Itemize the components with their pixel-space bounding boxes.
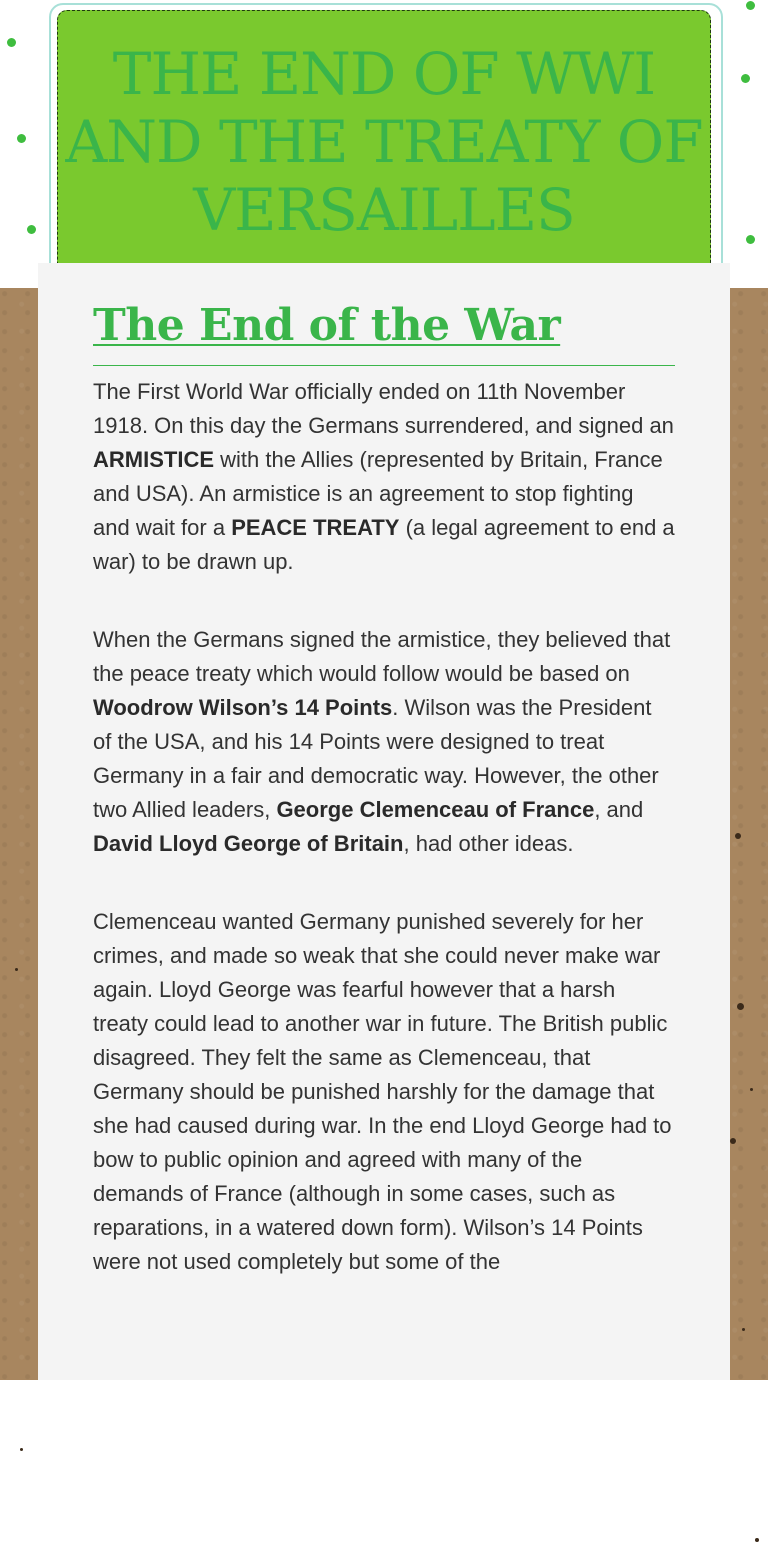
background-speck xyxy=(730,1138,736,1144)
section-heading: The End of the War xyxy=(93,300,561,351)
background-speck xyxy=(750,1088,753,1091)
bold-term: ARMISTICE xyxy=(93,447,214,472)
text: , had other ideas. xyxy=(403,831,574,856)
background-speck xyxy=(20,1448,23,1451)
decorative-dot xyxy=(741,74,750,83)
background-speck xyxy=(15,968,18,971)
paragraph-armistice xyxy=(93,375,675,579)
decorative-dot xyxy=(746,235,755,244)
heading-divider xyxy=(93,365,675,366)
background-speck xyxy=(735,833,741,839)
text: Clemenceau wanted Germany punished severely for her crimes, and made so weak that she could never make war again. Lloyd George was fearful however that a harsh treaty could lead to another war in future. The British public disagreed. They felt the same as Clemenceau, that Germany should be punished harshly for the damage that she had caused during war. In the end Lloyd George had to bow to public opinion and agreed with many of the demands of France (although in some cases, such as reparations, in a watered down form). Wilson’s 14 Points were not used completely but some of the xyxy=(93,909,672,1274)
text: The First World War officially ended on 11th November 1918. On this day the Germans surrendered, and signed an xyxy=(93,379,674,438)
text: , and xyxy=(594,797,644,822)
decorative-dot xyxy=(7,38,16,47)
page-title: THE END OF WWI AND THE TREATY OF VERSAILLES xyxy=(65,40,703,244)
text: (a legal agreement to end a war) to be drawn up. xyxy=(93,515,675,574)
background-speck xyxy=(737,1003,744,1010)
text: When the Germans signed the armistice, they believed that the peace treaty which would follow would be based on xyxy=(93,627,671,686)
paragraph-clemenceau xyxy=(93,905,675,1279)
decorative-dot xyxy=(746,1,755,10)
decorative-dot xyxy=(17,134,26,143)
paragraph-fourteen-points xyxy=(93,623,675,861)
background-speck xyxy=(755,1538,759,1542)
article-body xyxy=(93,375,675,1323)
bold-term: Woodrow Wilson’s 14 Points xyxy=(93,695,393,720)
bold-term: David Lloyd George of Britain xyxy=(93,831,404,856)
decorative-dot xyxy=(27,225,36,234)
bold-term: PEACE TREATY xyxy=(231,515,400,540)
text: with the Allies (represented by Britain, France and USA). An armistice is an agreement to stop fighting and wait for a xyxy=(93,447,663,540)
text: . Wilson was the President of the USA, and his 14 Points were designed to treat Germany in a fair and democratic way. However, the other two Allied leaders, xyxy=(93,695,659,822)
bold-term: George Clemenceau of France xyxy=(276,797,595,822)
background-speck xyxy=(742,1328,745,1331)
